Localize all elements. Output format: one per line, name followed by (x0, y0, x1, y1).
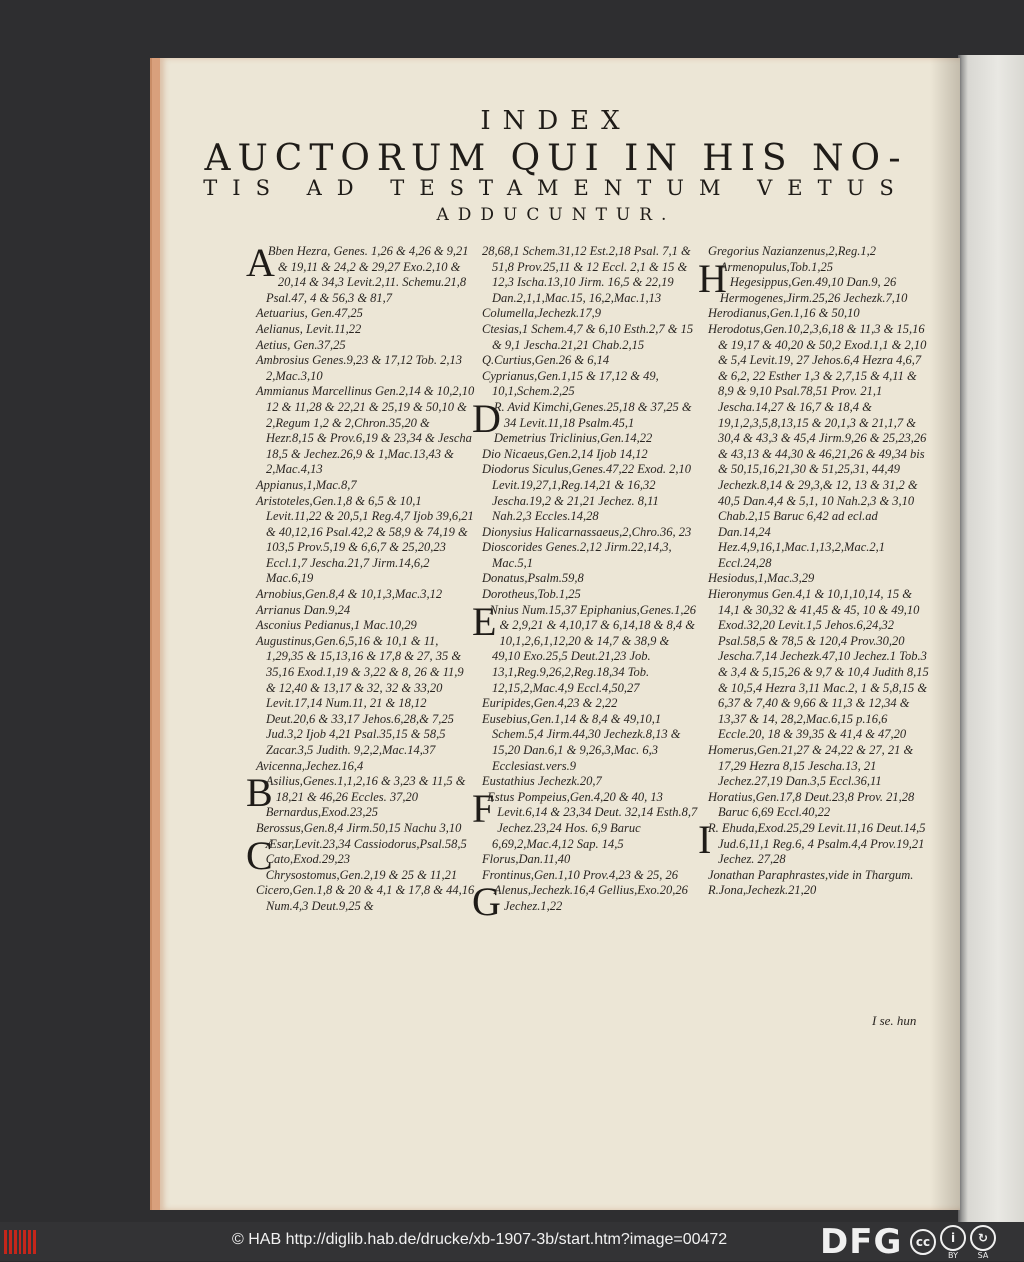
book-page (150, 58, 960, 1210)
entry-text: Frontinus,Gen.1,10 Prov.4,23 & 25, 26 (482, 867, 679, 882)
entry-text: Aetuarius, Gen.47,25 (256, 306, 363, 321)
index-column-2 (472, 244, 700, 925)
entry-text: Demetrius Triclinius,Gen.14,22 (493, 431, 653, 446)
entry-text: Augustinus,Gen.6,5,16 & 10,1 & 11, 1,29,35 & 15,13,16 & 17,8 & 27, 35 & 35,16 Exod.1,19 & 3,22 & 8, 26 & 11,9 & 12,40 & 13,17 & 32, 32 & 33,20 Levit.17,14 Num.11, 21 & 18,12 Deut.20,6 & 33,17 Jehos.6,28,& 7,25 Jud.3,2 Ijob 4,21 Psal.35,15 & 58,5 Zacar.3,5 Judith. 9,2,2,Mac.14,37 (256, 633, 464, 757)
index-entry (472, 598, 700, 697)
drop-initial: F (472, 785, 495, 831)
index-entry (482, 462, 700, 524)
index-entry (708, 571, 930, 587)
index-subtitle-1: AUCTORUM QUI IN HIS NO- (204, 138, 908, 179)
entry-text: Herodotus,Gen.10,2,3,6,18 & 11,3 & 15,16 & 19,17 & 40,20 & 50,2 Exod.1,1 & 2,10 & 5,4 Levit.19, 27 Jehos.6,4 Hezra 4,6,7 & 6,2, 22 Esther 1,3 & 2,7,15 & 4,11 & 8,9 & 9,10 Psal.78,51 Prov. 21,1 Jescha.14,27 & 16,7 & 18,4 & 19,1,2,3,5,8,13,15 & 20,1,3 & 21,1,7 & 30,4 & 43,3 & 45,4 Jirm.9,26 & 25,23,26 & 43,13 & 44,30 & 46,21,26 & 49,34 bis & 50,15,16,21,30 & 51,25,31, 44,49 Jechezk.8,14 & 29,3,& 12, 13 & 31,2 & 40,5 Dan.4,4 & 5,1, 10 Nah.2,3 & 3,10 Chab.2,15 Baruc 6,42 ad ecl.ad Dan.14,24 Hez.4,9,16,1,Mac.1,13,2,Mac.2,1 Eccl.24,28 (708, 321, 927, 570)
index-entry (256, 478, 476, 494)
sa-icon: ↻ (970, 1225, 996, 1251)
entry-text: Asilius,Genes.1,1,2,16 & 3,23 & 11,5 & 18,21 & 46,26 Eccles. 37,20 (265, 774, 466, 804)
index-entry (482, 244, 700, 306)
index-entry (256, 868, 476, 884)
entry-text: R. Ehuda,Exod.25,29 Levit.11,16 Deut.14,5 Jud.6,11,1 Reg.6, 4 Psalm.4,4 Prov.19,21 Jechez. 27,28 (708, 820, 926, 867)
index-entry (256, 353, 476, 384)
entry-text: Hermogenes,Jirm.25,26 Jechezk.7,10 (719, 290, 908, 305)
entry-text: Horatius,Gen.17,8 Deut.23,8 Prov. 21,28 Baruc 6,69 Eccl.40,22 (708, 789, 915, 820)
entry-text: Jonathan Paraphrastes,vide in Thargum. (708, 867, 914, 882)
index-subtitle-2: TIS AD TESTAMENTUM VETUS (203, 176, 909, 200)
entry-text: Donatus,Psalm.59,8 (482, 571, 584, 586)
drop-initial: I (698, 816, 712, 862)
index-entry (256, 603, 476, 619)
index-entry (256, 883, 476, 914)
entry-text: Florus,Dan.11,40 (482, 852, 571, 867)
entry-text: Gregorius Nazianzenus,2,Reg.1,2 (708, 244, 876, 258)
index-column-3 (698, 244, 930, 899)
drop-initial: H (698, 255, 727, 301)
index-entry (708, 790, 930, 821)
dfg-logo: DFG (820, 1222, 903, 1262)
sa-label: SA (977, 1250, 989, 1260)
index-entry (482, 306, 700, 322)
index-entry (482, 852, 700, 868)
bleed-through-text (990, 110, 1020, 170)
index-entry (482, 431, 700, 447)
index-entry (482, 587, 700, 603)
index-entry (482, 868, 700, 884)
drop-initial: G (472, 879, 501, 925)
index-entry (256, 634, 476, 759)
index-entry (246, 240, 476, 306)
index-entry (256, 821, 476, 837)
entry-text: Ambrosius Genes.9,23 & 17,12 Tob. 2,13 2,Mac.3,10 (256, 353, 463, 383)
entry-text: Cato,Exod.29,23 (265, 852, 351, 867)
index-entry (482, 774, 700, 790)
entry-text: Q.Curtius,Gen.26 & 6,14 (482, 353, 610, 368)
copyright-link[interactable]: © HAB http://diglib.hab.de/drucke/xb-1907-3b/start.htm?image=00472 (232, 1231, 728, 1248)
index-subtitle-3: ADDUCUNTUR. (436, 205, 676, 225)
index-entry (482, 696, 700, 712)
entry-text: Æsar,Levit.23,34 Cassiodorus,Psal.58,5 (265, 836, 467, 851)
index-entry (256, 338, 476, 354)
index-entry (256, 587, 476, 603)
entry-text: Aetius, Gen.37,25 (256, 337, 346, 352)
entry-text: Arrianus Dan.9,24 (256, 602, 351, 617)
entry-text: R. Avid Kimchi,Genes.25,18 & 37,25 & 34 Levit.11,18 Psalm.45,1 (493, 399, 692, 430)
index-entry (698, 816, 930, 868)
index-entry (708, 883, 930, 899)
index-entry (708, 291, 930, 307)
entry-text: Appianus,1,Mac.8,7 (256, 477, 357, 492)
by-label: BY (948, 1250, 958, 1260)
entry-text: Homerus,Gen.21,27 & 24,22 & 27, 21 & 17,29 Hezra 8,15 Jescha.13, 21 Jechez.27,19 Dan.3,5 Eccl.36,11 (708, 743, 914, 789)
drop-initial: B (246, 770, 273, 816)
index-entry (256, 384, 476, 478)
entry-text: Columella,Jechezk.17,9 (482, 306, 602, 321)
index-entry (256, 306, 476, 322)
index-entry (472, 785, 700, 852)
entry-text: Alenus,Jechezk.16,4 Gellius,Exo.20,26 Jechez.1,22 (493, 883, 688, 913)
next-page-edge (958, 55, 1024, 1222)
index-entry (482, 571, 700, 587)
entry-text: Ctesias,1 Schem.4,7 & 6,10 Esth.2,7 & 15 & 9,1 Jescha.21,21 Chab.2,15 (482, 321, 694, 352)
entry-text: R.Jona,Jechezk.21,20 (708, 883, 817, 898)
entry-text: Aristoteles,Gen.1,8 & 6,5 & 10,1 Levit.11,22 & 20,5,1 Reg.4,7 Ijob 39,6,21 & 40,12,16 Psal.42,2 & 58,9 & 74,19 & 103,5 Prov.5,19 & 6,6,7 & 25,20,23 Eccl.1,7 Jescha.21,7 Jirm.14,6,2 Mac.6,19 (256, 493, 474, 586)
drop-initial: D (472, 395, 501, 441)
by-icon: i (940, 1225, 966, 1251)
entry-text: Hieronymus Gen.4,1 & 10,1,10,14, 15 & 14,1 & 30,32 & 41,45 & 45, 10 & 49,10 Exod.32,20 Levit.1,5 Jehos.6,24,32 Psal.58,5 & 78,5 & 120,4 Prov.30,20 Jescha.7,14 Jechezk.47,10 Jechez.1 Tob.3 & 3,4 & 5,15,26 & 9,7 & 10,4 Judith 8,15 & 10,5,4 Hezra 3,11 Mac.2, 1 & 5,8,15 & 6,37 & 7,40 & 9,66 & 11,3 & 12,34 & 13,37 & 14, 28,2,Mac.6,15 p.16,6 Eccle.20, 18 & 39,35 & 41,4 & 47,20 (708, 587, 929, 742)
index-column-1 (246, 240, 476, 915)
entry-text: Aelianus, Levit.11,22 (256, 321, 362, 336)
entry-text: Eustathius Jechezk.20,7 (482, 774, 602, 789)
cc-license-badge[interactable] (910, 1226, 1018, 1258)
index-entry (482, 322, 700, 353)
index-entry (256, 322, 476, 338)
index-entry (708, 868, 930, 884)
entry-text: Cicero,Gen.1,8 & 20 & 4,1 & 17,8 & 44,16 Num.4,3 Deut.9,25 & (256, 883, 475, 913)
index-entry (256, 852, 476, 868)
index-entry (708, 306, 930, 322)
index-entry (482, 447, 700, 463)
entry-text: 28,68,1 Schem.31,12 Est.2,18 Psal. 7,1 & 51,8 Prov.25,11 & 12 Eccl. 2,1 & 15 & 12,3 Ischa.13,10 Jirm. 16,5 & 22,19 Dan.2,1,1,Mac.15, 16,2,Mac.1,13 (482, 244, 691, 305)
index-entry (482, 369, 700, 400)
entry-text: Eusebius,Gen.1,14 & 8,4 & 49,10,1 Schem.5,4 Jirm.44,30 Jechezk.8,13 & 15,20 Dan.6,1 & 9,26,3,Mac. 6,3 Ecclesiast.vers.9 (482, 711, 681, 773)
index-entry (256, 759, 476, 775)
entry-text: Dio Nicaeus,Gen.2,14 Ijob 14,12 (482, 446, 648, 461)
index-entry (482, 712, 700, 774)
entry-text: Chrysostomus,Gen.2,19 & 25 & 11,21 (265, 867, 458, 882)
entry-text: Euripides,Gen.4,23 & 2,22 (482, 696, 618, 711)
index-entry (708, 743, 930, 790)
entry-text: Berossus,Gen.8,4 Jirm.50,15 Nachu 3,10 (256, 820, 462, 835)
drop-initial: E (472, 598, 497, 644)
entry-text: Dioscorides Genes.2,12 Jirm.22,14,3, Mac.5,1 (482, 540, 672, 570)
entry-text: Diodorus Siculus,Genes.47,22 Exod. 2,10 Levit.19,27,1,Reg.14,21 & 16,32 Jescha.19,2 & 21,21 Jechez. 8,11 Nah.2,3 Eccles.14,28 (482, 462, 692, 524)
entry-text: Arnobius,Gen.8,4 & 10,1,3,Mac.3,12 (256, 587, 443, 602)
index-entry (256, 494, 476, 588)
hab-logo-icon (4, 1230, 36, 1254)
drop-initial: A (246, 240, 275, 285)
index-entry (708, 587, 930, 743)
entry-text: Nnius Num.15,37 Epiphanius,Genes.1,26 & 2,9,21 & 4,10,17 & 6,14,18 & 8,4 & 10,1,2,6,1,12,20 & 14,7 & 38,9 & 49,10 Exo.25,5 Deut.21,23 Job. 13,1,Reg.9,26,2,Reg.18,34 Tob. 12,15,2,Mac.4,9 Eccl.4,50,27 (489, 602, 697, 695)
entry-text: Dorotheus,Tob.1,25 (482, 587, 581, 602)
index-entry (482, 353, 700, 369)
entry-text: Asconius Pedianus,1 Mac.10,29 (256, 618, 417, 633)
index-title: INDEX (480, 106, 632, 136)
index-entry (708, 322, 930, 572)
entry-text: Hesiodus,1,Mac.3,29 (708, 571, 815, 586)
entry-text: Estus Pompeius,Gen.4,20 & 40, 13 Levit.6,14 & 23,34 Deut. 32,14 Esth.8,7 Jechez.23,24 Hos. 6,9 Baruc 6,69,2,Mac.4,12 Sap. 14,5 (487, 789, 698, 851)
index-entry (472, 879, 700, 925)
entry-text: Cyprianus,Gen.1,15 & 17,12 & 49, 10,1,Schem.2,25 (482, 368, 659, 399)
cc-icon: cc (910, 1229, 936, 1255)
entry-text: Armenopulus,Tob.1,25 Hegesippus,Gen.49,10 Dan.9, 26 (719, 259, 897, 290)
entry-text: Dionysius Halicarnassaeus,2,Chro.36, 23 (482, 524, 692, 539)
entry-text: Avicenna,Jechez.16,4 (256, 758, 364, 773)
entry-text: Bben Hezra, Genes. 1,26 & 4,26 & 9,21 & 19,11 & 24,2 & 29,27 Exo.2,10 & 20,14 & 34,3 Levit.2,11. Schemu.21,8 Psal.47, 4 & 56,3 & 81,7 (266, 244, 469, 305)
index-entry (256, 805, 476, 821)
index-entry (708, 244, 930, 260)
entry-text: Herodianus,Gen.1,16 & 50,10 (708, 306, 860, 321)
entry-text: Ammianus Marcellinus Gen.2,14 & 10,2,10 12 & 11,28 & 22,21 & 25,19 & 50,10 & 2,Regum 1,2 & 2,Chron.35,20 & Hezr.8,15 & Prov.6,19 & 23,34 & Jescha 18,5 & Jechez.26,9 & 1,Mac.13,43 & 2,Mac.4,13 (256, 384, 475, 477)
entry-text: Bernardus,Exod.23,25 (265, 805, 379, 820)
index-entry (256, 618, 476, 634)
drop-initial: C (246, 832, 273, 878)
index-entry (482, 540, 700, 571)
catchword: I se. hun (872, 1013, 917, 1028)
index-entry (482, 525, 700, 541)
footer-bar (0, 1222, 1024, 1261)
